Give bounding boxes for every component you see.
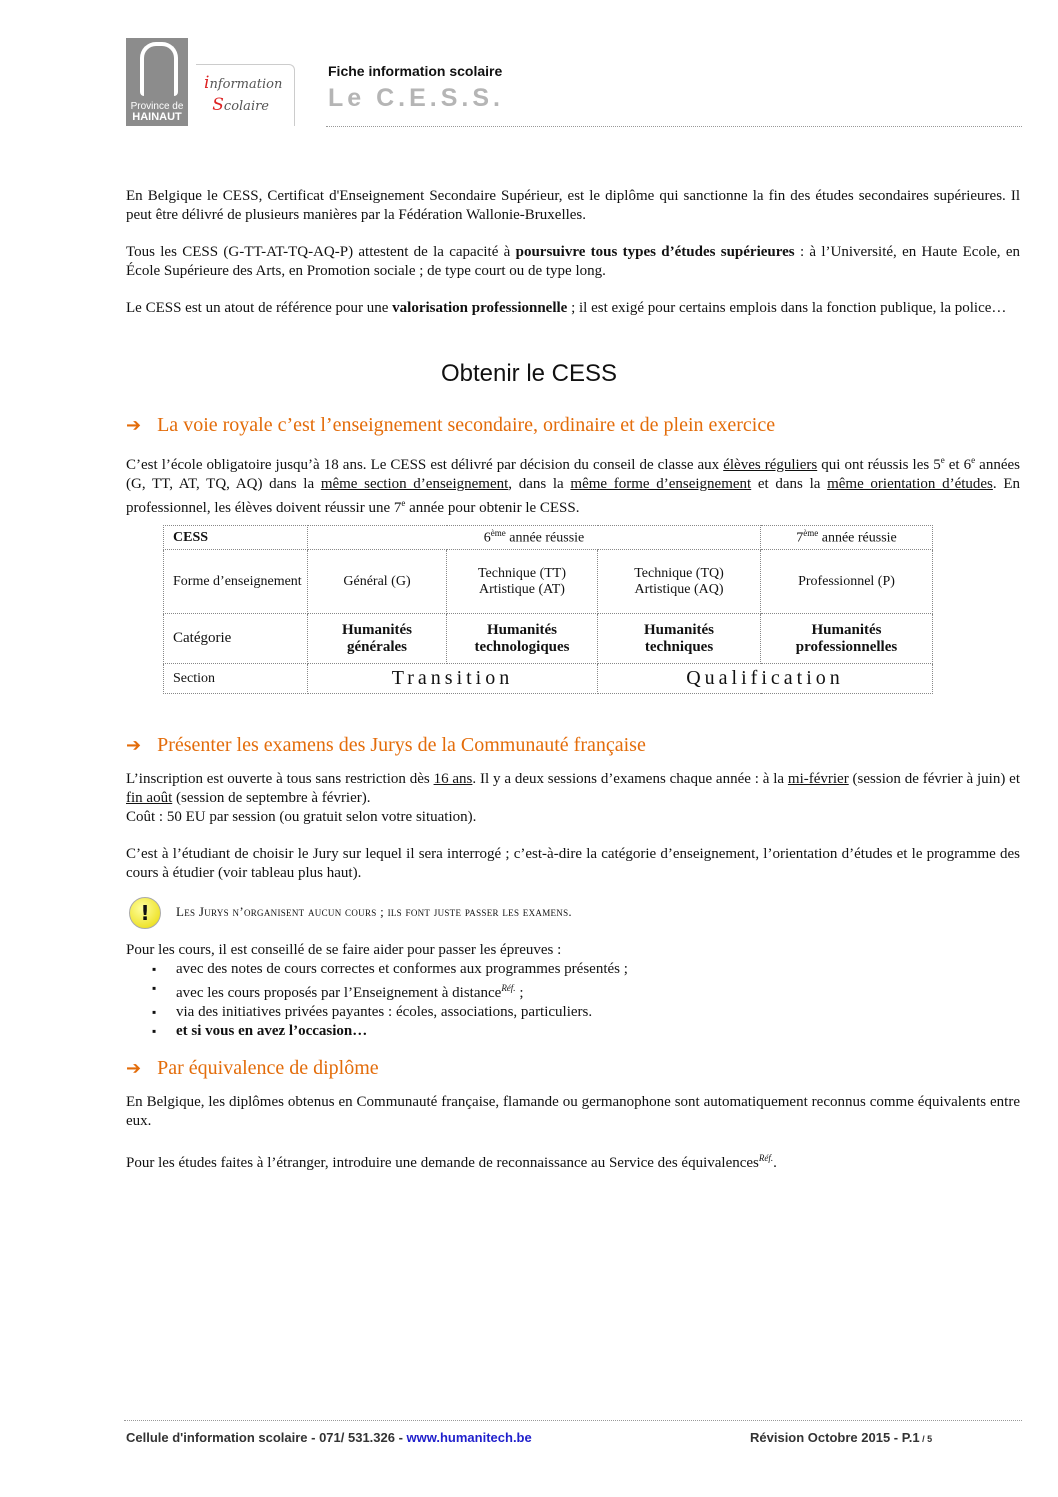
cess-table xyxy=(163,525,933,694)
humanitech-link[interactable]: www.humanitech.be xyxy=(406,1430,532,1445)
equivalence-paragraph-2: Pour les études faites à l’étranger, introduire une demande de reconnaissance au Service des équivalences$^{Réf.}$. xyxy=(126,1153,777,1171)
intro-paragraph-2: Tous les CESS (G-TT-AT-TQ-AQ-P) attestent de la capacité à poursuivre tous types d’études supérieures : à l’Université, en Haute Ecole, en École Supérieure des Arts, en Promotion sociale ; de type court ou de type long. xyxy=(126,244,1020,279)
bird-icon xyxy=(140,42,178,96)
jurys-paragraph-1: L’inscription est ouverte à tous sans restriction dès 16 ans. Il y a deux sessions d’examens chaque année : à la mi-février (session de février à juin) et fin août (session de septembre à février). Coût : 50 EU par session (ou gratuit selon votre situation). xyxy=(126,771,1020,825)
list-item: ▪ et si vous en avez l’occasion… xyxy=(176,1022,628,1041)
arrow-right-icon: ➔ xyxy=(126,1058,142,1079)
information-scolaire-logo: information Scolaire xyxy=(196,64,295,126)
footer-revision: Révision Octobre 2015 - P.1 / 5 xyxy=(750,1430,933,1445)
logo-province-text: Province de xyxy=(130,101,184,112)
table-row: Forme d’enseignement Général (G) Technique (TT) Artistique (AT) Technique (TQ) Artistique (AQ) Professionnel (P) xyxy=(164,550,933,614)
intro-paragraph-3: Le CESS est un atout de référence pour une valorisation professionnelle ; il est exigé pour certains emplois dans la fonction publique, la police… xyxy=(126,300,1007,316)
arrow-right-icon: ➔ xyxy=(126,415,142,436)
table-row: Section Transition Qualification xyxy=(164,664,933,694)
courses-intro: Pour les cours, il est conseillé de se faire aider pour passer les épreuves : xyxy=(126,942,562,958)
table-row: CESS 6ème année réussie 7ème année réussie xyxy=(164,526,933,550)
table-row: Catégorie Humanités générales Humanités technologiques Humanités techniques Humanités professionnelles xyxy=(164,614,933,664)
warning-icon: ! xyxy=(129,897,161,929)
province-hainaut-logo xyxy=(126,38,188,126)
list-item: ▪ avec des notes de cours correctes et conformes aux programmes présentés ; xyxy=(176,960,628,979)
reference-link[interactable]: Réf. xyxy=(758,1153,774,1163)
section-heading-jurys: ➔ Présenter les examens des Jurys de la Communauté française xyxy=(126,734,646,756)
intro-paragraph-1: En Belgique le CESS, Certificat d'Enseignement Secondaire Supérieur, est le diplôme qui sanctionne la fin des études secondaires supérieures. Il peut être délivré de plusieurs manières par la Fédération Wallonie-Bruxelles. xyxy=(126,188,1020,223)
warning-note: Les Jurys n’organisent aucun cours ; ils font juste passer les examens. xyxy=(176,904,572,919)
equivalence-paragraph-1: En Belgique, les diplômes obtenus en Communauté française, flamande ou germanophone sont automatiquement reconnus comme équivalents entre eux. xyxy=(126,1094,1020,1129)
footer-contact: Cellule d'information scolaire - 071/ 531.326 - www.humanitech.be xyxy=(126,1430,532,1445)
section-heading-equivalence: ➔ Par équivalence de diplôme xyxy=(126,1057,379,1079)
main-title: Obtenir le CESS xyxy=(440,360,618,387)
logo-hainaut-text: HAINAUT xyxy=(132,111,182,123)
reference-link[interactable]: Réf. xyxy=(501,983,516,993)
jurys-paragraph-2: C’est à l’étudiant de choisir le Jury sur lequel il sera interrogé ; c’est-à-dire la catégorie d’enseignement, l’orientation d’études et le programme des cours à étudier (voir tableau plus haut). xyxy=(126,846,1020,881)
voie-royale-paragraph: C’est l’école obligatoire jusqu’à 18 ans. Le CESS est délivré par décision du conseil de classe aux élèves réguliers qui ont réussis les 5e et 6e années (G, TT, AT, TQ, AQ) dans la même section d’enseignement, dans la même forme d’enseignement et dans la même orientation d’études. En professionnel, les élèves doivent réussir une 7e année pour obtenir le CESS. xyxy=(126,455,1020,516)
header-subtitle: Fiche information scolaire xyxy=(328,63,503,79)
header-title: Le C.E.S.S. xyxy=(328,84,504,112)
section-heading-voie-royale: ➔ La voie royale c’est l’enseignement secondaire, ordinaire et de plein exercice xyxy=(126,414,776,436)
footer-divider xyxy=(124,1420,1022,1421)
list-item: ▪ via des initiatives privées payantes : écoles, associations, particuliers. xyxy=(176,1003,628,1022)
header-divider xyxy=(326,126,1022,127)
list-item: ▪ avec les cours proposés par l’Enseignement à distance$^{Réf.}$ ; xyxy=(176,979,628,1003)
arrow-right-icon: ➔ xyxy=(126,735,142,756)
courses-list xyxy=(126,960,628,1041)
